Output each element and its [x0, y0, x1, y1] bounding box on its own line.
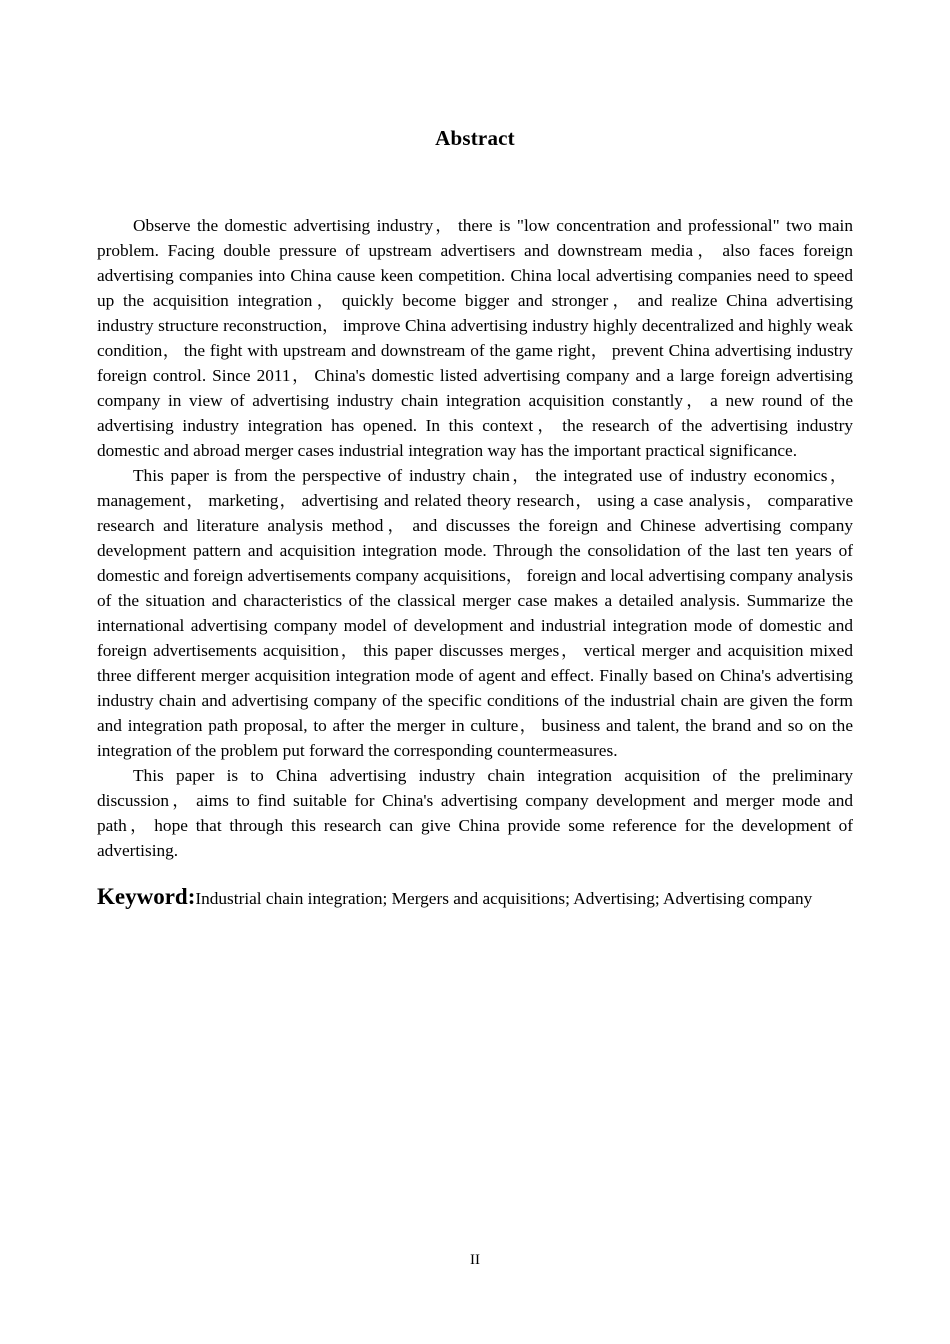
page-content	[97, 0, 853, 917]
page-title: Abstract	[435, 126, 515, 150]
keyword-line	[97, 863, 853, 917]
abstract-paragraph-2: This paper is from the perspective of industry chain， the integrated use of industry economics， management， marketing， advertising and related theory research， using a case analysis， comparative research and literature analysis method， and discusses the foreign and Chinese advertising company development pattern and acquisition integration mode. Through the consolidation of the last ten years of domestic and foreign advertisements company acquisitions， foreign and local advertising company analysis of the situation and characteristics of the classical merger case makes a detailed analysis. Summarize the international advertising company model of development and industrial integration mode of domestic and foreign advertisements acquisition， this paper discusses merges， vertical merger and acquisition mixed three different merger acquisition integration mode of agent and effect. Finally based on China's advertising industry chain and advertising company of the specific conditions of the industrial chain are given the form and integration path proposal, to after the merger in culture， business and talent, the brand and so on the integration of the problem put forward the corresponding countermeasures.	[97, 466, 853, 760]
keyword-label: Keyword:	[97, 884, 196, 909]
page-number: II	[470, 1252, 480, 1268]
abstract-paragraph-3: This paper is to China advertising industry chain integration acquisition of the preliminary discussion， aims to find suitable for China's advertising company development and merger mode and path， hope that through this research can give China provide some reference for the development of advertising.	[97, 766, 853, 860]
abstract-body	[97, 213, 853, 917]
keyword-value: Industrial chain integration; Mergers and acquisitions; Advertising; Advertising company	[195, 889, 813, 908]
abstract-paragraph-1: Observe the domestic advertising industry， there is "low concentration and professional" two main problem. Facing double pressure of upstream advertisers and downstream media， also faces foreign advertising companies into China cause keen competition. China local advertising companies need to speed up the acquisition integration， quickly become bigger and stronger， and realize China advertising industry structure reconstruction， improve China advertising industry highly decentralized and highly weak condition， the fight with upstream and downstream of the game right， prevent China advertising industry foreign control. Since 2011， China's domestic listed advertising company and a large foreign advertising company in view of advertising industry chain integration acquisition constantly， a new round of the advertising industry integration has opened. In this context， the research of the advertising industry domestic and abroad merger cases industrial integration way has the important practical significance.	[97, 216, 853, 460]
